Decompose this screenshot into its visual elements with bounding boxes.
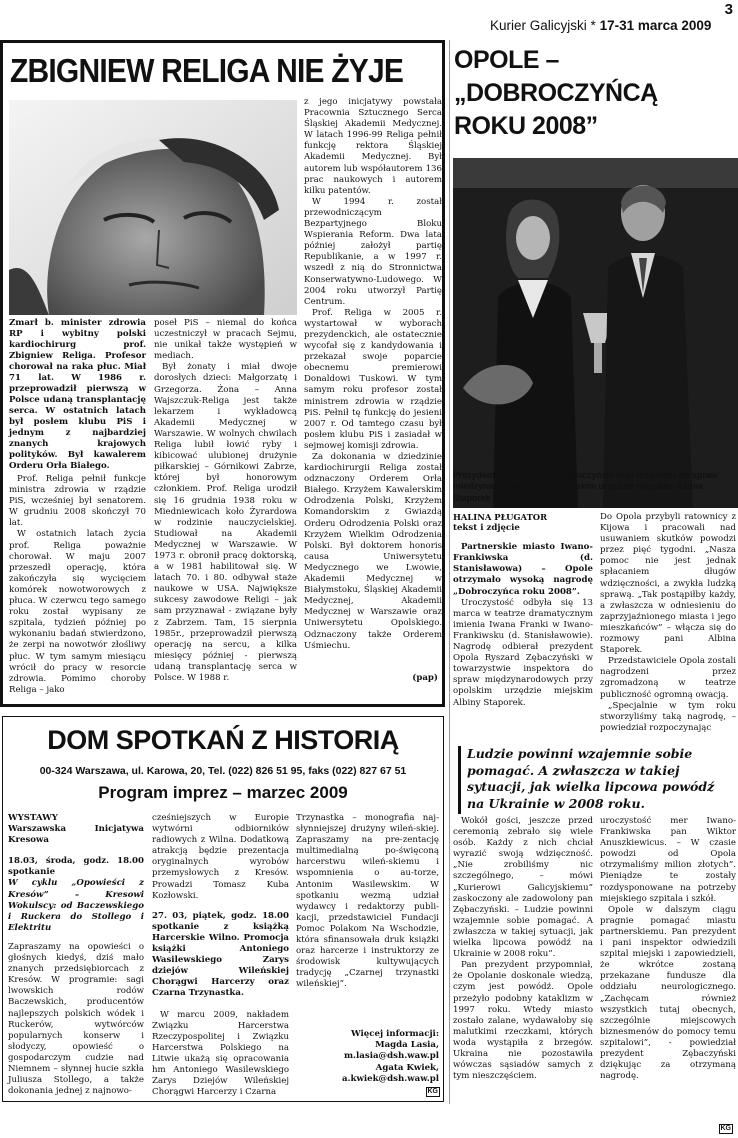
religa-article — [0, 40, 445, 707]
religa-col3: z jego inicjatywy powstała Pracownia Sztucznego Serca Śląskiej Akademii Medycznej. W latach 1996-99 Religa pełnił funkcję rektora Śląskiej Akademii Medycznej. Był autorem lub współautorem 136 prac naukowych i autorem kilku patentów. W 1994 r. został przewodniczącym Bezpartyjnego Bloku Wspierania Reform. Dwa lata później założył partię Republikanie, a w 1997 r. wszedł z nią do Stronnictwa Konserwatywno-Ludowego. W 2004 roku utworzył Partię Centrum. Prof. Religa w 2005 r. wystartował w wyborach prezydenckich, ale ostatecznie wycofał się z kandydowania i przekazał swoje poparcie obecnemu premierowi Donaldowi Tuskowi. W tym samym roku profesor został ministrem zdrowia w rządzie PiS. Pełnił tę funkcję do jesieni 2007 r. Od tamtego czasu był posłem klubu PiS i zasiadał w sejmowej komisji zdrowia. Za dokonania w dziedzinie kardiochirurgii Religa został odznaczony Orderem Orła Białego. Krzyżem Kawalerskim Odrodzenia Polski, Krzyżem Komandorskim z Gwiazdą Orderu Odrodzenia Polski oraz Krzyżem Wielkim Odrodzenia Polski. Był doktorem honoris causa Uniwersytetu Medycznego we Lwowie, Akademii Medycznej w Białymstoku, Śląskiej Akademii Medycznej, Akademii Medycznej w Warszawie oraz Uniwersytetu Opolskiego. Odznaczony także Orderem Uśmiechu. — [304, 97, 442, 651]
opole-photo — [453, 158, 738, 508]
contact-email-kwiek[interactable]: a.kwiek@dsh.waw.pl — [341, 1073, 439, 1084]
paper-name: Kurier Galicyjski * 17-31 marca 2009 — [490, 18, 712, 33]
dom-address: 00-324 Warszawa, ul. Karowa, 20, Tel. (022) 826 51 95, faks (022) 827 67 51 — [39, 765, 407, 777]
opole-col3: Wokół gości, jeszcze przed ceremonią zebrało się wiele osób. Każdy z nich chciał wyrazić swoją wdzięczność. „Nie zrobiliśmy nic szczególnego, – mówi „Kurierowi Galicyjskiemu” zaskoczony ale zadowolony pan Zębaczyński. – Ludzie powinni wzajemnie sobie pomagać. A zwłaszcza w takiej sytuacji, jak wielka lipcowa powódź na Ukrainie w 2008 roku”. Pan prezydent przypomniał, że Opolanie doskonale wiedzą, czym jest powódź. Opole przeżyło podobny kataklizm w 1997 roku. Wtedy miasto zostało zalane, wydawałoby się malutkimi rzeczkami, których woda wystąpiła z brzegów. Ukraina nie pozostawiła wówczas sąsiadów samych z tym nieszczęściem. — [453, 816, 593, 1082]
kg-logo: KG — [720, 1125, 731, 1132]
opole-caption: Prezydent Opola Ryszard Zębaczyński oraz inspektor do spraw międzynarodowych przy opolskim urzędzie miejskim Albina Staporek — [453, 470, 718, 503]
opole-col2: Do Opola przybyli ratownicy z Kijowa i pracowali nad usuwaniem skutków powodzi przez pięć tygodni. „Nasza pomoc nie jest jednak spłacaniem długów wdzięczności, a zwykła ludzką sprawą. „Tak postąpiłby każdy, a zwłaszcza w odniesieniu do zaprzyjaźnionego miasta i jego mieszkańców” – włącza się do rozmowy pani Albina Staporek. Przedstawiciele Opola zostali nagrodzeni przez zgromadzoną w teatrze publiczność ogromną owacją. „Specjalnie w tym roku stworzyliśmy taką nagrodę, – powiedział rozpoczynając — [600, 512, 736, 733]
opole-title: OPOLE – „DOBROCZYŃCĄ ROKU 2008” — [454, 46, 658, 140]
pull-quote: Ludzie powinni wzajemnie sobie pomagać. A zwłaszcza w takiej sytuacji, jak wielka lipcowa powódź na Ukrainie w 2008 roku. — [458, 746, 734, 814]
page-header — [490, 2, 735, 32]
religa-title: ZBIGNIEW RELIGA NIE ŻYJE — [10, 53, 404, 90]
dom-col2: cześniejszych w Europie wytwórni odbiorników radiowych z Wilna. Dodatkową atrakcją będzie prezentacja oryginalnych wyrobów przemysłowych z Kresów. Prowadzi Tomasz Kuba Kozłowski. 27. 03, piątek, godz. 18.00 spotkanie z książką Harcerskie Wilno. Promocja książki Antoniego Wasilewskiego Zarys dziejów Wileńskiej Chorągwi Harcerzy oraz Czarna Trzynastka. W marcu 2009, nakładem Związku Harcerstwa Rzeczypospolitej i Związku Harcerstwa Polskiego na Litwie ukażą się opracowania hm Antoniego Wasilewskiego Zarys Dziejów Wileńskiej Chorągwi Harcerzy i Czarna — [152, 813, 289, 1098]
contact-email-lasia[interactable]: m.lasia@dsh.waw.pl — [343, 1051, 439, 1062]
dom-contact: Więcej informacji: Magda Lasia, m.lasia@dsh.waw.pl Agata Kwiek, a.kwiek@dsh.waw.pl — [296, 1029, 439, 1085]
dom-spotkan-box — [2, 716, 444, 1102]
religa-col1: Prof. Religa pełnił funkcje ministra zdrowia w rządzie PiS, wcześniej był senatorem. W grudniu 2008 skończył 70 lat. W ostatnich latach życia prof. Religa poważnie chorował. W maju 2007 przeszedł operację, która zakończyła się wycięciem komórek nowotworowych z płuca. W czerwcu tego samego roku został wypisany ze szpitala, tydzień później po wykonaniu badań stwierdzono, że zerpi na nowotwór złośliwy płuc. W tym samym miesiącu wrócił do pracy w resorcie zdrowia. Pomimo choroby Religa – jako — [9, 474, 146, 695]
dom-col3: Trzynastka – monografia naj-słynniejszej drużyny wileń-skiej. Zapraszamy na pre-zentację multimedialną po-święconą harcerstwu wileń-skiemu i wspomnienia o au-torze, Antonim Wasilewskim. W spotkaniu wezmą udział wydawcy i redaktorzy publi-kacji, przedstawiciel Fundacji Pomoc Polakom Na Wschodzie, która sfinansowała druk książki oraz harcerze i instruktorzy ze środowisk kultywujących tradycję „Czarnej trzynastki wileńskiej”. — [296, 813, 439, 990]
dom-title: DOM SPOTKAŃ Z HISTORIĄ — [47, 725, 399, 755]
religa-caption: Zmarł b. minister zdrowia RP i wybitny polski kardiochirurg prof. Zbigniew Religa. Profesor chorował na raka płuc. Miał 71 lat. W 1986 r. przeprowadził pierwszą w Polsce udaną transplantację serca. W ostatnich latach był posłem klubu PiS i jednym z najbardziej znanych krajowych polityków. Był kawalerem Orderu Orła Białego. — [9, 318, 146, 471]
dom-col1: WYSTAWY Warszawska Inicjatywa Kresowa 18.03, środa, godz. 18.00 spotkanie W cyklu „Opowieści z Kresów” – Kresowi Wokulscy: od Baczewskiego i Ruckera do Stollego i Elektritu Zapraszamy na opowieści o głośnych kiedyś, dziś mało znanych przedsiębiorcach z Kresów. W programie: sagi lwowskich rodów Baczewskich, producentów najlepszych polskich wódek i Ruckerów, wytwórców popularnych konserw i słodyczy, opowieść o gospodarczym cudzie nad Niemnem – słynnej hucie szkła Juliusza Stollego, a także dokonania jednej z najnowo- — [8, 813, 144, 1097]
religa-signature: (pap) — [412, 673, 438, 683]
religa-photo — [9, 100, 297, 315]
page-number: 3 — [724, 1, 733, 18]
opole-col4: uroczystość mer Iwano-Frankiwska pan Wiktor Anuszkiewicus. – W czasie powodzi od Opola otrzymaliśmy milion złotych”. Pieniądze te zostały rozdysponowane na potrzeby miejskiego szpitala i szkół. Opole w dalszym ciągu pragnie pomagać miastu partnerskiemu. Pan prezydent i pani inspektor odwiedzili szpital miejski i zapowiedzieli, że wkrótce zostaną przekazane fundusze dla oddziału neurologicznego. „Zachęcam również wszystkich tutaj obecnych, szczególnie miejscowych biznesmenów do pomocy temu szpitalowi”, - powiedział prezydent Zębaczyński dziękując za otrzymaną nagrodę. — [600, 816, 736, 1082]
opole-article — [449, 40, 737, 1132]
opole-col1: HALINA PŁUGATOR tekst i zdjęcie Partnerskie miasto Iwano-Frankiwska (d. Stanisławowa) – Opole otrzymało wysoką nagrodę „Dobroczyńca roku 2008”. Uroczystość odbyła się 13 marca w teatrze dramatycznym imienia Iwana Franki w Iwano-Frankiwsku (d. Stanisławowie). Nagrodę odbierał prezydent Opola Ryszard Zębaczyński w towarzystwie inspektora do spraw międzynarodowych przy opolskim urzędzie miejskim Albiny Staporek. — [453, 512, 593, 708]
religa-col2: poseł PiS – niemal do końca uczestniczył w pracach Sejmu, nie unikał także występień w mediach. Był żonaty i miał dwoje dorosłych dzieci: Małgorzatę i Grzegorza. Żona – Anna Wajszczuk-Religa jest także lekarzem i wykładowcą Akademii Medycznej w Warszawie. W wolnych chwilach Religa lubił łowić ryby i kibicować ulubionej drużynie piłkarskiej – Górnikowi Zabrze, której był honorowym członkiem. Prof. Religa urodził się 16 grudnia 1938 roku w Miedniewicach koło Żyrardowa w rodzinie nauczycielskiej. Studiował na Akademii Medycznej w Warszawie. W 1973 r. obronił pracę doktorską, a w 1981 habilitował się. W latach 70. i 80. odbywał staże naukowe w USA. Największe sukcesy zawodowe Religi – jak sam przyznawał - związane były z Zabrzem. Tam, 15 sierpnia 1985r., przeprowadził pierwszą operację na sercu, a kilka miesięcy później - pierwszą udaną transplantację serca w Polsce. W 1988 r. — [154, 318, 297, 683]
dom-program: Program imprez – marzec 2009 — [98, 783, 348, 802]
kg-logo: KG — [427, 1088, 438, 1095]
